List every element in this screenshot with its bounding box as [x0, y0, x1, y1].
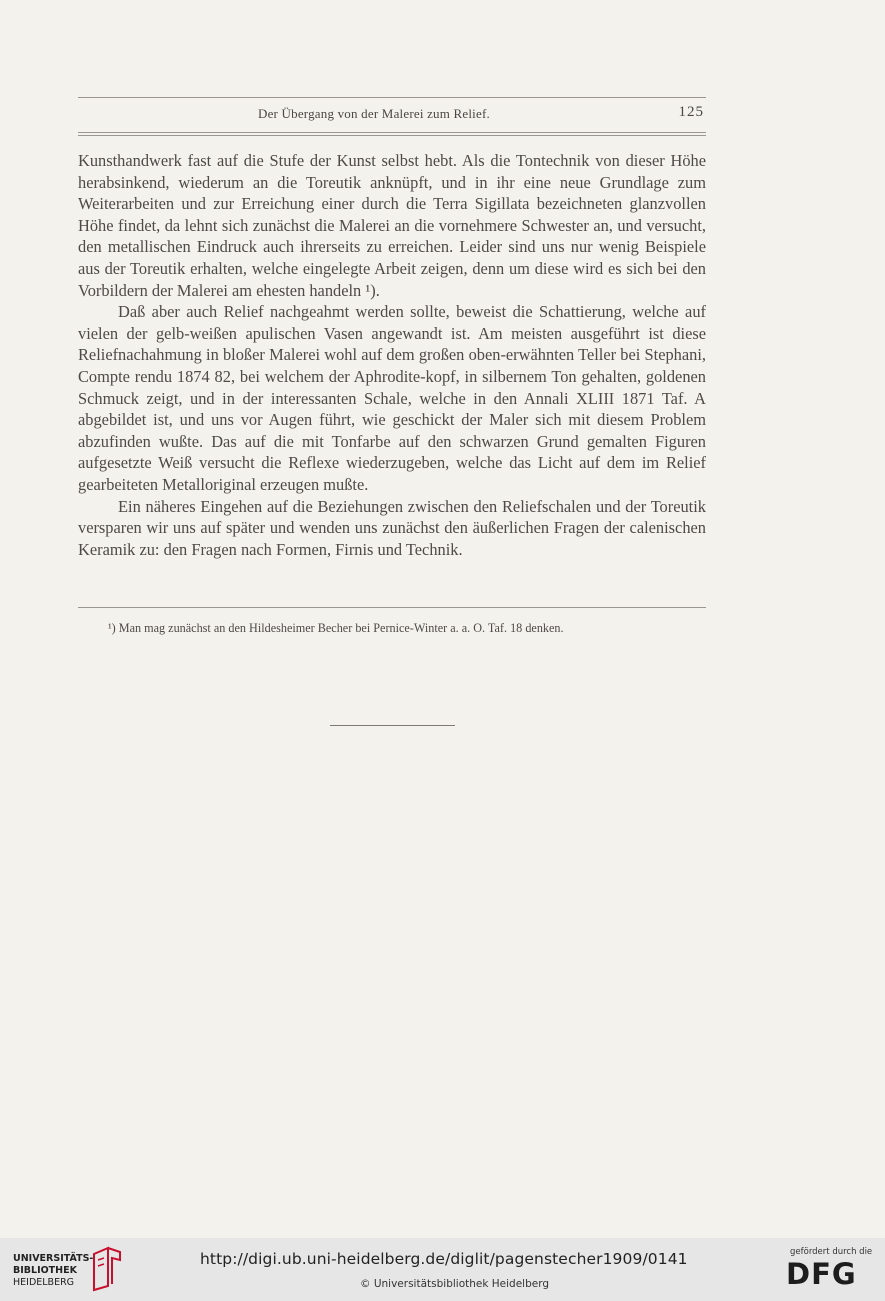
- permalink-url[interactable]: http://digi.ub.uni-heidelberg.de/diglit/pagenstecher1909/0141: [200, 1250, 688, 1268]
- paragraph-3: Ein näheres Eingehen auf die Beziehungen zwischen den Reliefschalen und der Toreutik versparen wir uns auf später und wenden uns zunächst den äußerlichen Fragen der calenischen Keramik zu: den Fragen nach Formen, Firnis und Technik.: [78, 496, 706, 559]
- university-line-1: UNIVERSITÄTS-: [13, 1253, 94, 1264]
- university-line-3: HEIDELBERG: [13, 1277, 75, 1288]
- page-number: 125: [678, 104, 704, 120]
- dfg-logo: DFG: [786, 1257, 857, 1291]
- funded-by-label: gefördert durch die: [790, 1247, 873, 1257]
- paragraph-1: Kunsthandwerk fast auf die Stufe der Kunst selbst hebt. Als die Tontechnik von dieser Höhe herabsinkend, wiederum an die Toreutik anknüpft, und in ihr eine neue Grundlage zum Weiterarbeiten und zur Erreichung einer durch die Terra Sigillata bezeichneten glanzvollen Höhe findet, da lehnt sich zunächst die Malerei an die vornehmere Schwester an, und versucht, den metallischen Eindruck auch ihrerseits zu erreichen. Leider sind uns nur wenig Beispiele aus der Toreutik erhalten, welche eingelegte Arbeit zeigen, denn um diese wird es sich bei den Vorbildern der Malerei am ehesten handeln ¹).: [78, 151, 706, 300]
- paragraph-2: Daß aber auch Relief nachgeahmt werden sollte, beweist die Schattierung, welche auf vielen der gelb-weißen apulischen Vasen angewandt ist. Am meisten ausgeführt ist diese Reliefnachahmung in bloßer Malerei wohl auf dem großen oben-erwähnten Teller bei Stephani, Compte rendu 1874 82, bei welchem der Aphrodite-kopf, in silbernem Ton gehalten, goldenen Schmuck zeigt, und in der interessanten Schale, welche in den Annali XLIII 1871 Taf. A abgebildet ist, und uns vor Augen führt, wie geschickt der Maler sich mit diesem Problem abzufinden wußte. Das auf die mit Tonfarbe auf den schwarzen Grund gemalten Figuren aufgesetzte Weiß versucht die Reflexe wiederzugeben, welche das Licht auf dem im Relief gearbeiteten Metalloriginal erzeugen mußte.: [78, 302, 706, 494]
- university-logo-icon: [90, 1246, 124, 1292]
- body-text: [78, 150, 706, 560]
- footnote-rule: [78, 607, 706, 608]
- header-top-rule: [78, 97, 706, 98]
- header-bottom-rule-1: [78, 132, 706, 133]
- copyright-notice: © Universitätsbibliothek Heidelberg: [360, 1278, 550, 1290]
- university-line-2: BIBLIOTHEK: [13, 1265, 77, 1276]
- university-name: [13, 1253, 93, 1289]
- end-rule: [330, 725, 455, 726]
- footnote: ¹) Man mag zunächst an den Hildesheimer Becher bei Pernice-Winter a. a. O. Taf. 18 denken.: [108, 621, 564, 635]
- running-head: [78, 104, 706, 126]
- library-footer: [0, 1238, 885, 1301]
- running-title: Der Übergang von der Malerei zum Relief.: [258, 106, 490, 121]
- header-bottom-rule-2: [78, 135, 706, 136]
